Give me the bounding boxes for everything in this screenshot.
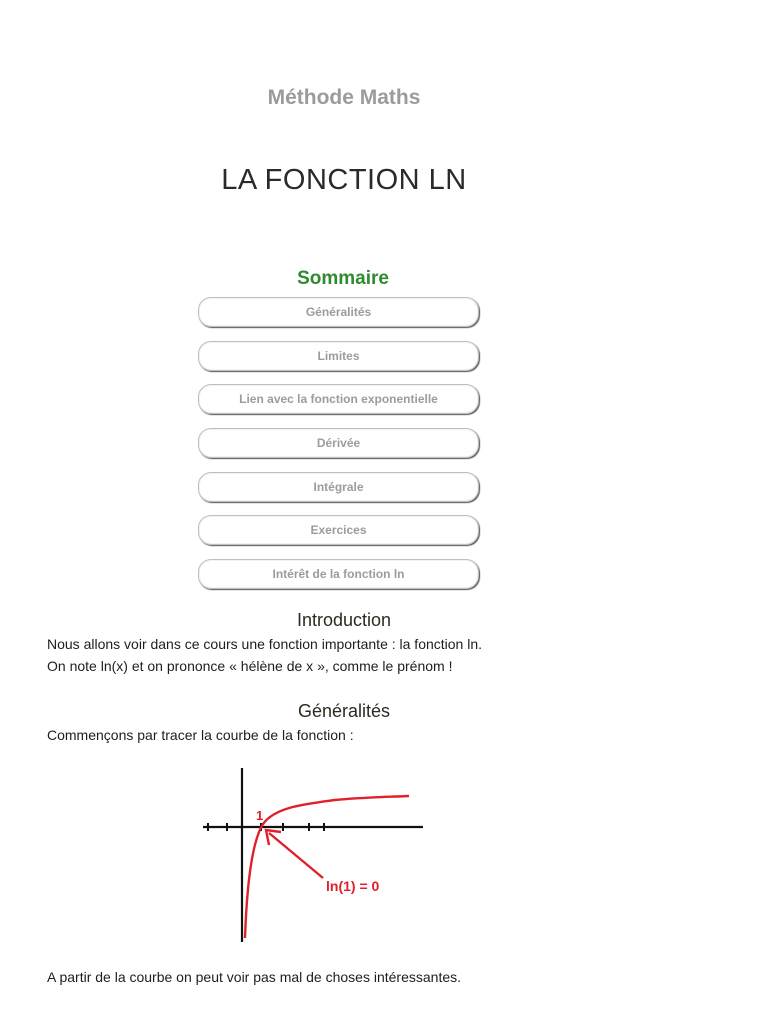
generalites-after: A partir de la courbe on peut voir pas mal de choses intéressantes. [47, 969, 462, 985]
toc-item-derivee[interactable]: Dérivée [198, 428, 479, 458]
intro-heading: Introduction [296, 610, 392, 630]
intro-line-1: Nous allons voir dans ce cours une fonction importante : la fonction ln. [47, 636, 483, 652]
page-title: LA FONCTION LN [221, 164, 467, 196]
generalites-heading: Généralités [297, 701, 391, 721]
toc-item-lien-exponentielle[interactable]: Lien avec la fonction exponentielle [198, 384, 479, 414]
toc-title: Sommaire [297, 268, 389, 289]
point-label-1: 1 [256, 808, 264, 823]
toc-item-exercices[interactable]: Exercices [198, 515, 479, 545]
ln-graph [195, 760, 435, 950]
ln-annotation: ln(1) = 0 [326, 878, 380, 894]
toc-item-integrale[interactable]: Intégrale [198, 472, 479, 502]
site-name: Méthode Maths [267, 86, 421, 109]
toc-item-generalites[interactable]: Généralités [198, 297, 479, 327]
intro-line-2: On note ln(x) et on prononce « hélène de x », comme le prénom ! [47, 658, 453, 674]
generalites-lead: Commençons par tracer la courbe de la fonction : [47, 727, 354, 743]
toc-item-interet[interactable]: Intérêt de la fonction ln [198, 559, 479, 589]
toc-item-limites[interactable]: Limites [198, 341, 479, 371]
table-of-contents [198, 297, 480, 603]
ln-curve [245, 796, 409, 938]
annotation-arrow [266, 830, 323, 878]
